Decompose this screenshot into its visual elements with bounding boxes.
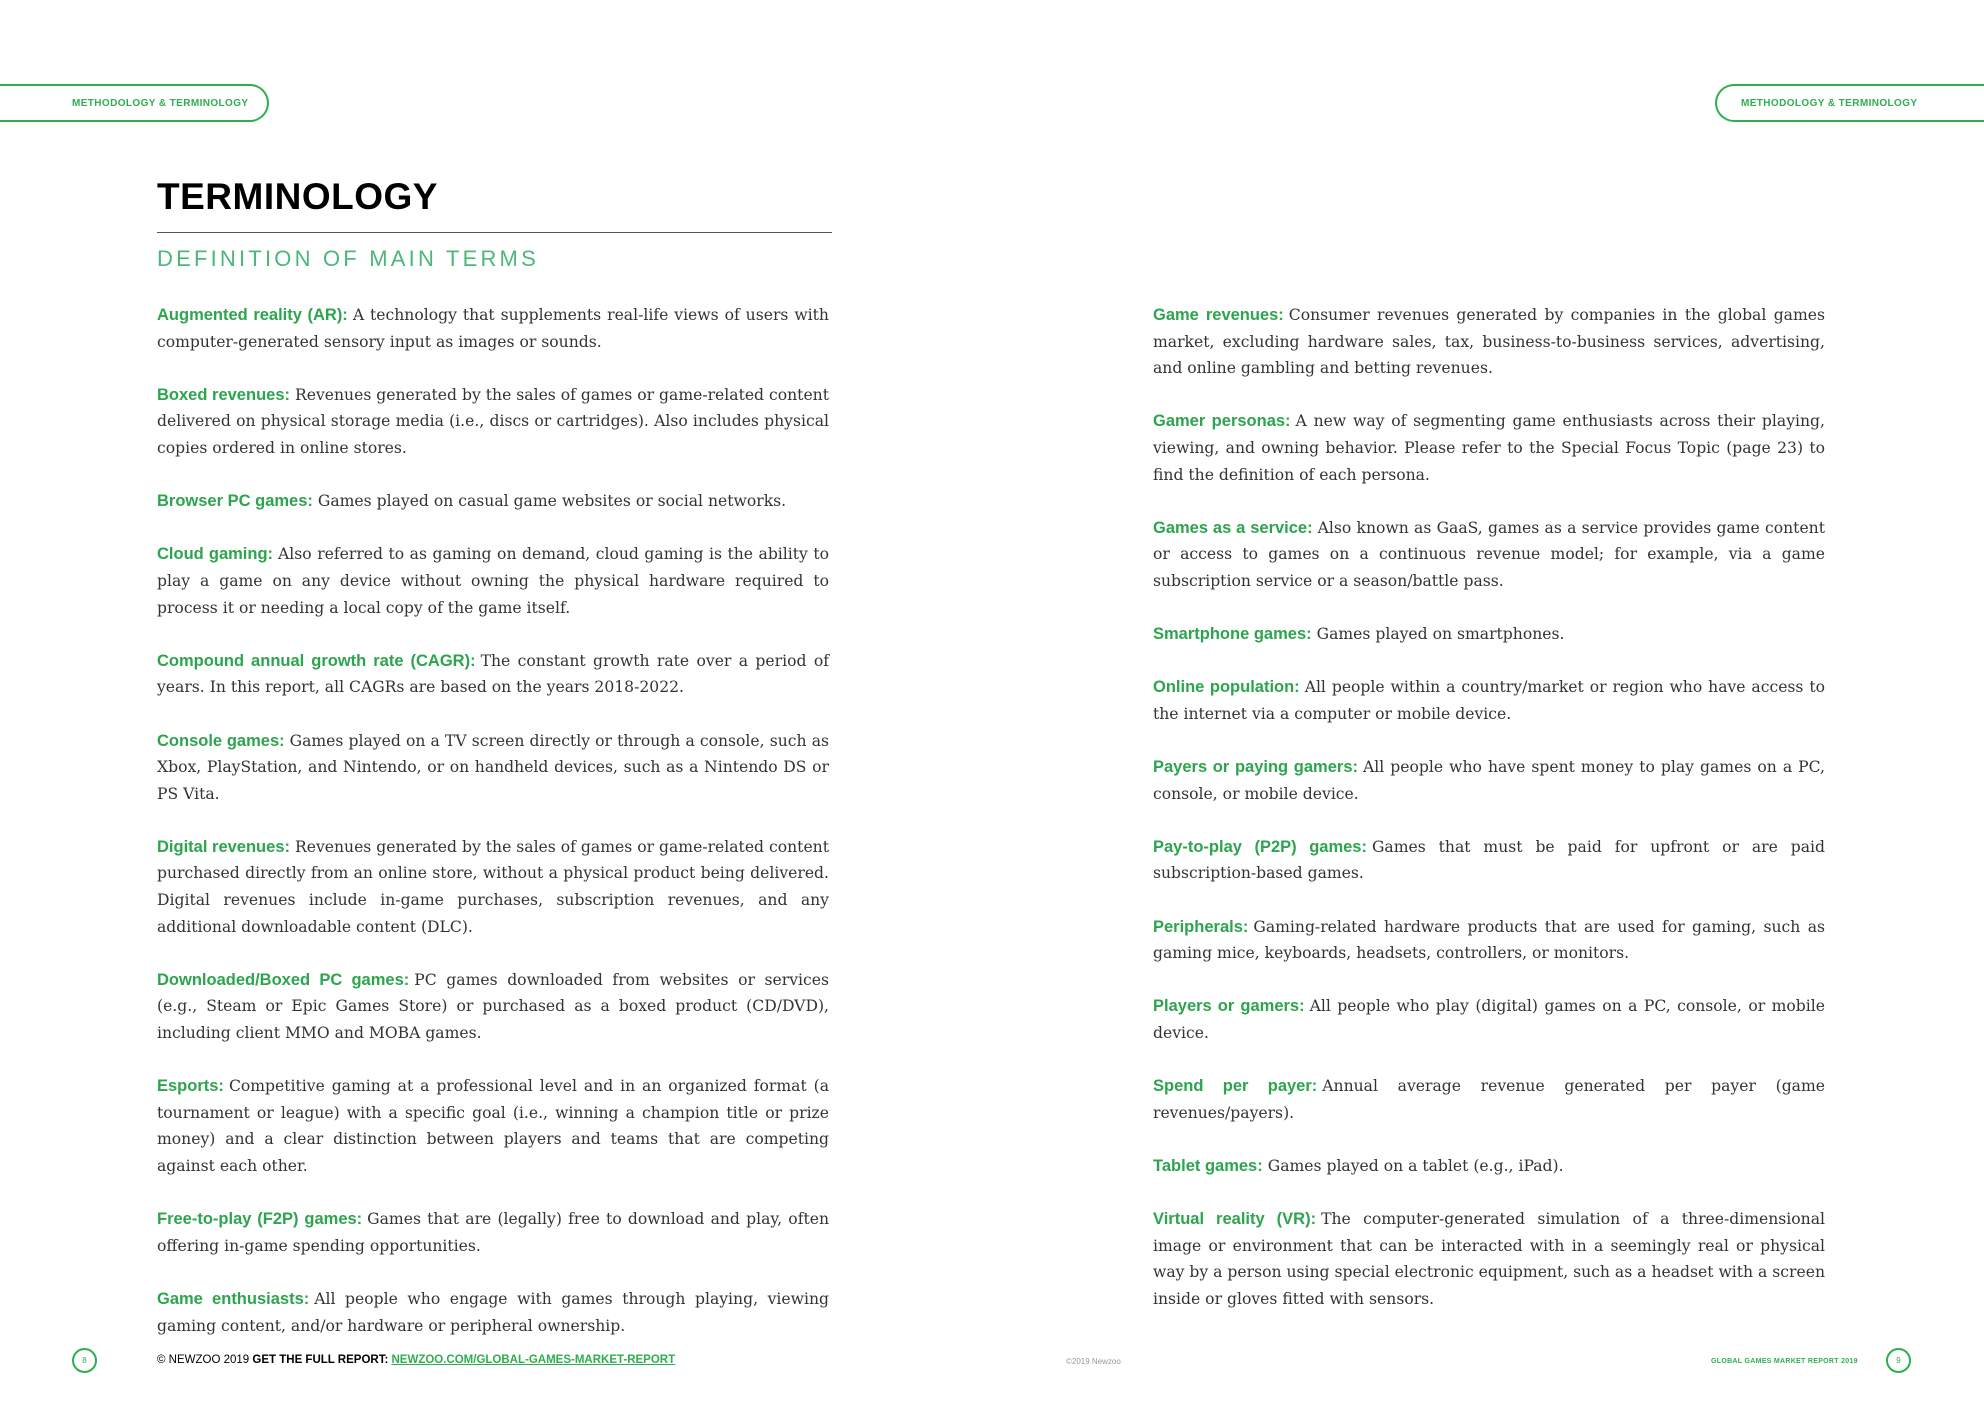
term-definition: Also referred to as gaming on demand, cloud gaming is the ability to play a game on any device without owning the physical hardware required to process it or needing a local copy of the game itself. <box>157 545 830 617</box>
term-entry <box>157 382 829 462</box>
term-definition: Gaming-related hardware products that are used for gaming, such as gaming mice, keyboards, headsets, controllers, or monitors. <box>1153 917 1825 963</box>
term-name: Browser PC games: <box>157 492 313 511</box>
term-definition: A technology that supplements real-life views of users with computer-generated sensory input as images or sounds. <box>157 306 829 351</box>
term-definition: A new way of segmenting game enthusiasts across their playing, viewing, and owning behavior. Please refer to the Special Focus Topic (page 23) to find the definition of each persona. <box>1153 412 1825 484</box>
term-definition: Games played on smartphones. <box>1316 625 1565 644</box>
term-name: Game revenues: <box>1153 306 1284 324</box>
term-name: Virtual reality (VR): <box>1153 1210 1317 1229</box>
term-name: Console games: <box>157 731 285 750</box>
term-entry <box>1153 1073 1825 1126</box>
term-entry <box>157 1206 829 1259</box>
term-name: Payers or paying gamers: <box>1153 758 1359 777</box>
term-entry <box>1153 993 1825 1046</box>
term-entry <box>157 541 829 621</box>
term-name: Players or gamers: <box>1153 997 1305 1016</box>
term-name: Boxed revenues: <box>157 385 290 404</box>
page-number-right: 9 <box>1886 1348 1911 1373</box>
term-entry <box>1153 834 1825 887</box>
terms-column-left <box>157 302 829 1366</box>
term-definition: Games played on a TV screen directly or through a console, such as Xbox, PlayStation, and Nintendo, or on handheld devices, such as a Nintendo DS or PS Vita. <box>157 731 829 803</box>
section-tab-right-label: METHODOLOGY & TERMINOLOGY <box>1741 97 1918 109</box>
term-definition: Annual average revenue generated per payer (game revenues/payers). <box>1153 1077 1825 1122</box>
term-entry <box>157 967 829 1047</box>
term-name: Game enthusiasts: <box>157 1289 310 1308</box>
term-entry <box>157 488 829 515</box>
footer-credit <box>157 1354 675 1366</box>
term-name: Downloaded/Boxed PC games: <box>157 970 410 989</box>
term-definition: Also known as GaaS, games as a service provides game content or access to games on a continuous revenue model; for example, via a game subscription service or a season/battle pass. <box>1153 518 1825 590</box>
footer-report-name: GLOBAL GAMES MARKET REPORT 2019 <box>1711 1358 1858 1365</box>
term-name: Peripherals: <box>1153 917 1249 936</box>
page-footer <box>0 1348 1984 1378</box>
term-name: Gamer personas: <box>1153 412 1291 431</box>
term-definition: All people within a country/market or region who have access to the internet via a computer or mobile device. <box>1153 678 1825 723</box>
term-entry <box>1153 302 1825 382</box>
term-definition: All people who engage with games through playing, viewing gaming content, and/or hardware or peripheral ownership. <box>157 1289 829 1335</box>
term-definition: All people who play (digital) games on a PC, console, or mobile device. <box>1153 997 1825 1043</box>
term-entry <box>157 728 829 808</box>
term-name: Cloud gaming: <box>157 545 274 564</box>
term-name: Augmented reality (AR): <box>157 306 348 324</box>
term-entry <box>1153 1206 1825 1312</box>
page-number-left: 8 <box>72 1348 97 1373</box>
term-entry <box>157 1073 829 1179</box>
term-name: Spend per payer: <box>1153 1077 1318 1096</box>
term-definition: Competitive gaming at a professional level and in an organized format (a tournament or league) with a specific goal (i.e., winning a champion title or prize money) and a clear distinction between players and teams that are competing against each other. <box>157 1077 829 1175</box>
term-definition: The computer-generated simulation of a three-dimensional image or environment that can be interacted with in a seemingly real or physical way by a person using special electronic equipment, such as a headset with a screen inside or gloves fitted with sensors. <box>1153 1210 1825 1308</box>
section-tab-left <box>0 84 269 122</box>
term-name: Compound annual growth rate (CAGR): <box>157 651 476 670</box>
term-entry <box>1153 914 1825 967</box>
term-entry <box>1153 754 1825 807</box>
term-definition: Revenues generated by the sales of games or game-related content purchased directly from an online store, without a physical product being delivered. Digital revenues include in-game purchases, subscription revenues, and any additional downloadable content (DLC). <box>157 837 829 936</box>
term-entry <box>1153 1153 1825 1180</box>
term-entry <box>1153 408 1825 488</box>
section-tab-left-label: METHODOLOGY & TERMINOLOGY <box>72 97 249 109</box>
page-subtitle: DEFINITION OF MAIN TERMS <box>157 246 539 271</box>
term-definition: Games played on a tablet (e.g., iPad). <box>1267 1157 1564 1175</box>
term-entry <box>157 1286 829 1339</box>
term-name: Digital revenues: <box>157 837 290 856</box>
title-divider <box>157 232 832 233</box>
term-definition: Games played on casual game websites or social networks. <box>317 492 787 511</box>
term-name: Games as a service: <box>1153 518 1313 537</box>
term-definition: Games that are (legally) free to download and play, often offering in-game spending opportunities. <box>157 1210 830 1255</box>
term-name: Online population: <box>1153 678 1300 697</box>
term-name: Pay-to-play (P2P) games: <box>1153 837 1367 856</box>
term-entry <box>1153 621 1825 648</box>
term-entry <box>1153 515 1825 595</box>
section-tab-right <box>1715 84 1984 122</box>
term-entry <box>1153 674 1825 727</box>
term-definition: The constant growth rate over a period of years. In this report, all CAGRs are based on the years 2018-2022. <box>157 651 829 697</box>
term-name: Tablet games: <box>1153 1157 1263 1175</box>
term-entry <box>157 834 829 940</box>
term-name: Smartphone games: <box>1153 625 1312 644</box>
term-definition: Consumer revenues generated by companies in the global games market, excluding hardware sales, tax, business-to-business services, advertising, and online gambling and betting revenues. <box>1153 306 1825 378</box>
term-entry <box>157 648 829 701</box>
term-definition: Revenues generated by the sales of games or game-related content delivered on physical storage media (i.e., discs or cartridges). Also includes physical copies ordered in online stores. <box>157 385 829 457</box>
term-name: Esports: <box>157 1077 224 1096</box>
footer-center-copyright: ©2019 Newzoo <box>1066 1357 1121 1366</box>
term-definition: Games that must be paid for upfront or are paid subscription-based games. <box>1153 837 1825 883</box>
footer-copyright: © NEWZOO 2019 <box>157 1354 250 1366</box>
terms-column-right <box>1153 302 1825 1339</box>
report-link[interactable]: NEWZOO.COM/GLOBAL-GAMES-MARKET-REPORT <box>391 1354 676 1366</box>
term-entry <box>157 302 829 355</box>
term-definition: All people who have spent money to play games on a PC, console, or mobile device. <box>1153 758 1825 803</box>
term-definition: PC games downloaded from websites or services (e.g., Steam or Epic Games Store) or purchased as a boxed product (CD/DVD), including client MMO and MOBA games. <box>157 970 829 1043</box>
footer-cta: GET THE FULL REPORT: <box>252 1354 389 1366</box>
term-name: Free-to-play (F2P) games: <box>157 1210 363 1229</box>
page-title: TERMINOLOGY <box>157 176 438 217</box>
